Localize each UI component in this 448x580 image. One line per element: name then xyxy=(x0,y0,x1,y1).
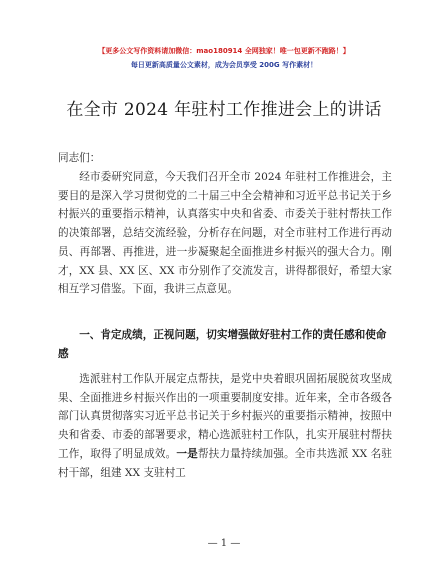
paragraph-1: 经市委研究同意，今天我们召开全市 2024 年驻村工作推进会，主要目的是深入学习贯彻党的二十届三中全会精神和习近平总书记关于乡村振兴的重要指示精神，认真落实中央和省委、市委关于驻村帮扶工作的决策部署，总结交流经验，分析存在问题，对全市驻村工作进行再动员、再部署、再推进，进一步凝聚起全面推进乡村振兴的强大合力。刚才，XX 县、XX 区、XX 市分别作了交流发言，讲得都很好，希望大家相互学习借鉴。下面，我讲三点意见。 xyxy=(58,171,392,296)
page-number: — 1 — xyxy=(207,538,241,549)
paragraph-2-emphasis: 一是 xyxy=(176,447,198,460)
promo-banner-line-1: 【更多公文写作资料请加微信：mao180914 全网独家！唯一包更新不跑路！】 xyxy=(98,47,350,55)
paragraph-2-text-a: 选派驻村工作队开展定点帮扶，是党中央着眼巩固拓展脱贫攻坚成果、全面推进乡村振兴作出的一项重要制度安排。近年来，全市各级各部门认真贯彻落实习近平总书记关于乡村振兴的重要指示精神，按照中央和省委、市委的部署要求，精心选派驻村工作队，扎实开展驻村帮扶工作，取得了明显成效。 xyxy=(58,373,392,460)
promo-banner-line-2: 每日更新高质量公文素材，成为会员享受 200G 写作素材！ xyxy=(130,61,318,69)
salutation: 同志们： xyxy=(58,152,101,164)
section-heading-1: 一、肯定成绩，正视问题，切实增强做好驻村工作的责任感和使命感 xyxy=(58,329,387,360)
document-title: 在全市 2024 年驻村工作推进会上的讲话 xyxy=(66,100,382,120)
paragraph-2-text-b: 帮扶力量持续加强。全市共选派 XX 名驻村干部，组建 XX 支驻村工 xyxy=(58,447,393,479)
paragraph-2 xyxy=(58,370,392,482)
